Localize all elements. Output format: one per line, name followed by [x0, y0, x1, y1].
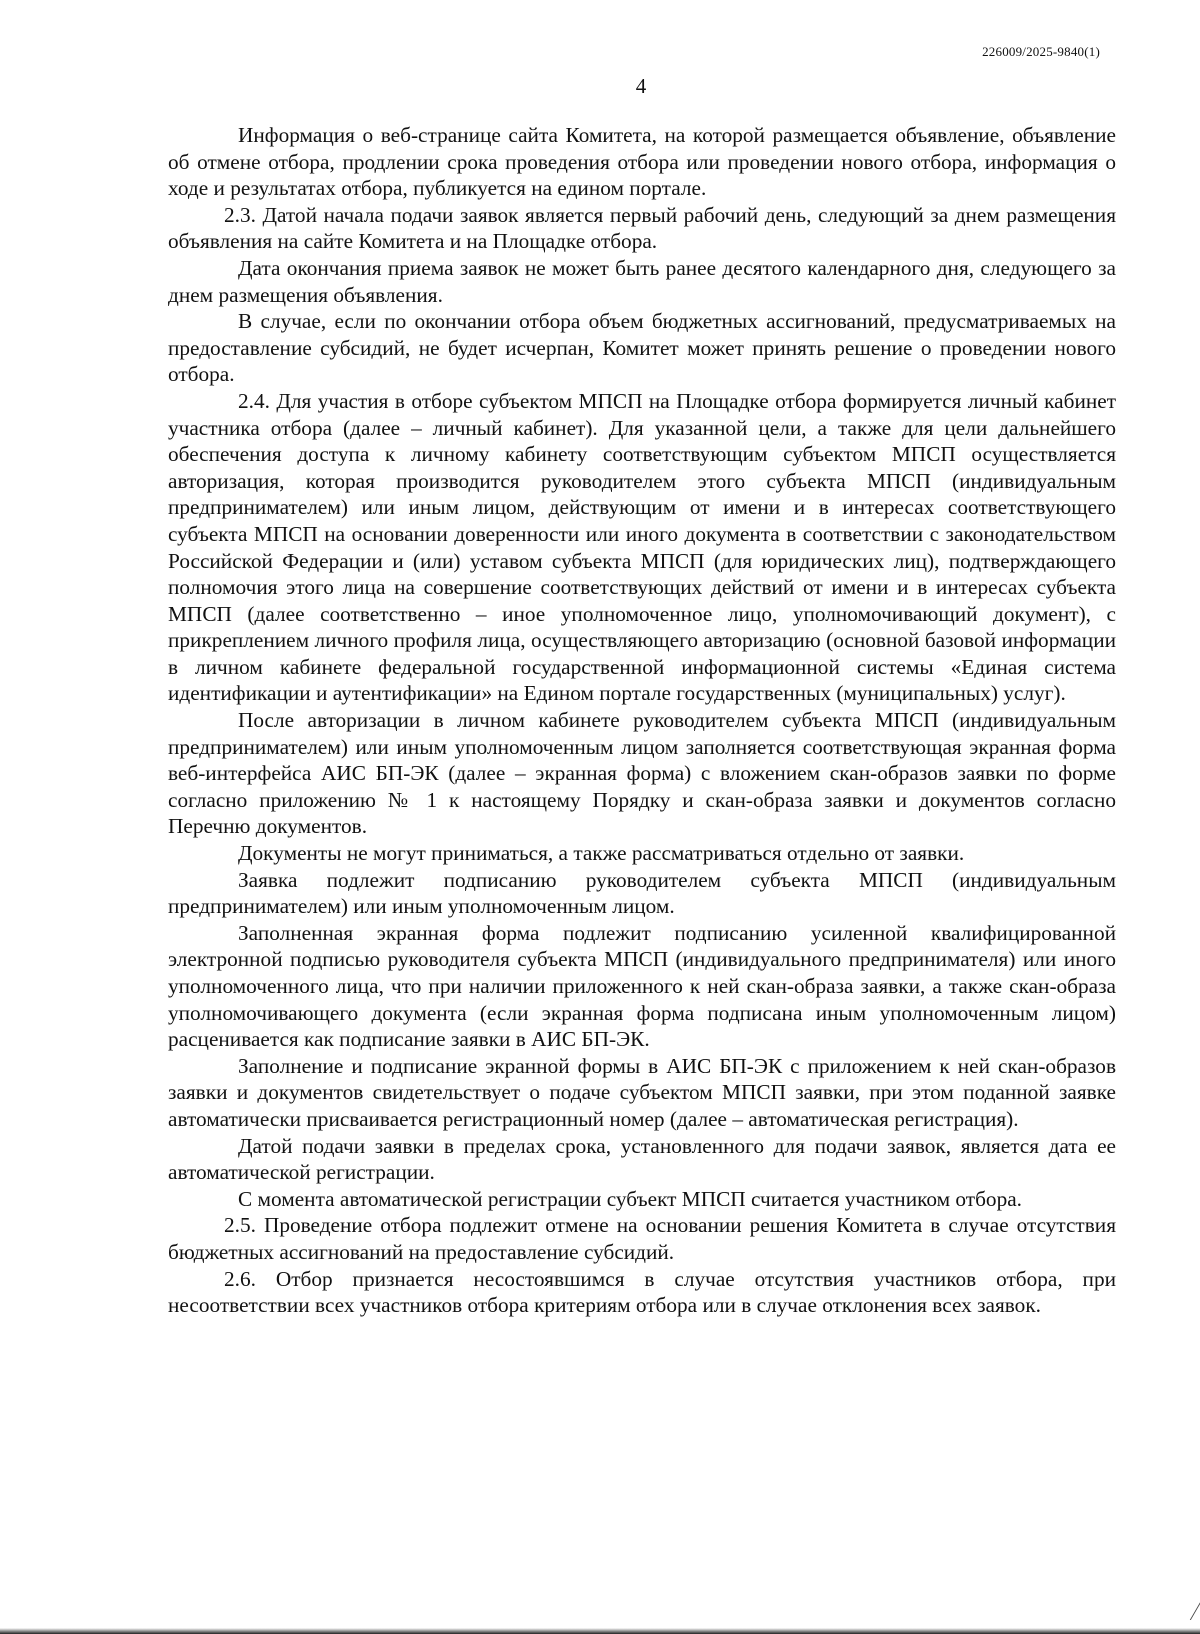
- paragraph: Дата окончания приема заявок не может быть ранее десятого календарного дня, следующего за днем размещения объявления.: [168, 255, 1116, 307]
- scan-bottom-edge: [0, 1628, 1200, 1634]
- page-number: 4: [635, 74, 647, 98]
- paragraph: Заявка подлежит подписанию руководителем субъекта МПСП (индивидуальным предпринимателем) или иным уполномоченным лицом.: [168, 867, 1116, 919]
- paragraph: В случае, если по окончании отбора объем бюджетных ассигнований, предусматриваемых на предоставление субсидий, не будет исчерпан, Комитет может принять решение о проведении нового отбора.: [168, 309, 1116, 387]
- paragraph: Заполненная экранная форма подлежит подписанию усиленной квалифицированной электронной подписью руководителя субъекта МПСП (индивидуального предпринимателя) или иного уполномоченного лица, что при наличии приложенного к ней скан-образа заявки, а также скан-образа уполномочивающего документа (если экранная форма подписана иным уполномоченным лицом) расценивается как подписание заявки в АИС БП-ЭК.: [168, 920, 1116, 1052]
- document-body: [168, 122, 1116, 1319]
- paragraph: С момента автоматической регистрации субъект МПСП считается участником отбора.: [238, 1186, 1022, 1211]
- paragraph: 2.4. Для участия в отборе субъектом МПСП на Площадке отбора формируется личный кабинет участника отбора (далее – личный кабинет). Для указанной цели, а также для цели дальнейшего обеспечения доступа к личному кабинету соответствующим субъектом МПСП осуществляется авторизация, которая производится руководителем этого субъекта МПСП (индивидуальным предпринимателем) или иным лицом, действующим от имени и в интересах соответствующего субъекта МПСП на основании доверенности или иного документа в соответствии с законодательством Российской Федерации и (или) уставом субъекта МПСП (для юридических лиц), подтверждающего полномочия этого лица на совершение соответствующих действий от имени и в интересах субъекта МПСП (далее соответственно – иное уполномоченное лицо, уполномочивающий документ), с прикреплением личного профиля лица, осуществляющего авторизацию (основной базовой информации в личном кабинете федеральной государственной информационной системы «Единая система идентификации и аутентификации» на Едином портале государственных (муниципальных) услуг).: [168, 388, 1116, 706]
- scan-corner-mark: [1176, 1602, 1200, 1620]
- paragraph: Датой подачи заявки в пределах срока, установленного для подачи заявок, является дата ее автоматической регистрации.: [168, 1133, 1116, 1185]
- paragraph: 2.5. Проведение отбора подлежит отмене на основании решения Комитета в случае отсутствия бюджетных ассигнований на предоставление субсидий.: [168, 1213, 1116, 1264]
- paragraph: Документы не могут приниматься, а также рассматриваться отдельно от заявки.: [238, 841, 965, 866]
- paragraph: 2.6. Отбор признается несостоявшимся в случае отсутствия участников отбора, при несоответствии всех участников отбора критериям отбора или в случае отклонения всех заявок.: [168, 1266, 1116, 1318]
- paragraph: 2.3. Датой начала подачи заявок является первый рабочий день, следующий за днем размещения объявления на сайте Комитета и на Площадке отбора.: [168, 202, 1116, 254]
- paragraph: После авторизации в личном кабинете руководителем субъекта МПСП (индивидуальным предпринимателем) или иным уполномоченным лицом заполняется соответствующая экранная форма веб-интерфейса АИС БП-ЭК (далее – экранная форма) с вложением скан-образов заявки по форме согласно приложению № 1 к настоящему Порядку и скан-образа заявки и документов согласно Перечню документов.: [168, 708, 1116, 839]
- paragraph: Заполнение и подписание экранной формы в АИС БП-ЭК с приложением к ней скан-образов заявки и документов свидетельствует о подаче субъектом МПСП заявки, при этом поданной заявке автоматически присваивается регистрационный номер (далее – автоматическая регистрация).: [168, 1053, 1116, 1131]
- document-number: 226009/2025-9840(1): [982, 44, 1100, 59]
- paragraph: Информация о веб-странице сайта Комитета, на которой размещается объявление, объявление об отмене отбора, продлении срока проведения отбора или проведении нового отбора, информация о ходе и результатах отбора, публикуется на едином портале.: [168, 123, 1116, 201]
